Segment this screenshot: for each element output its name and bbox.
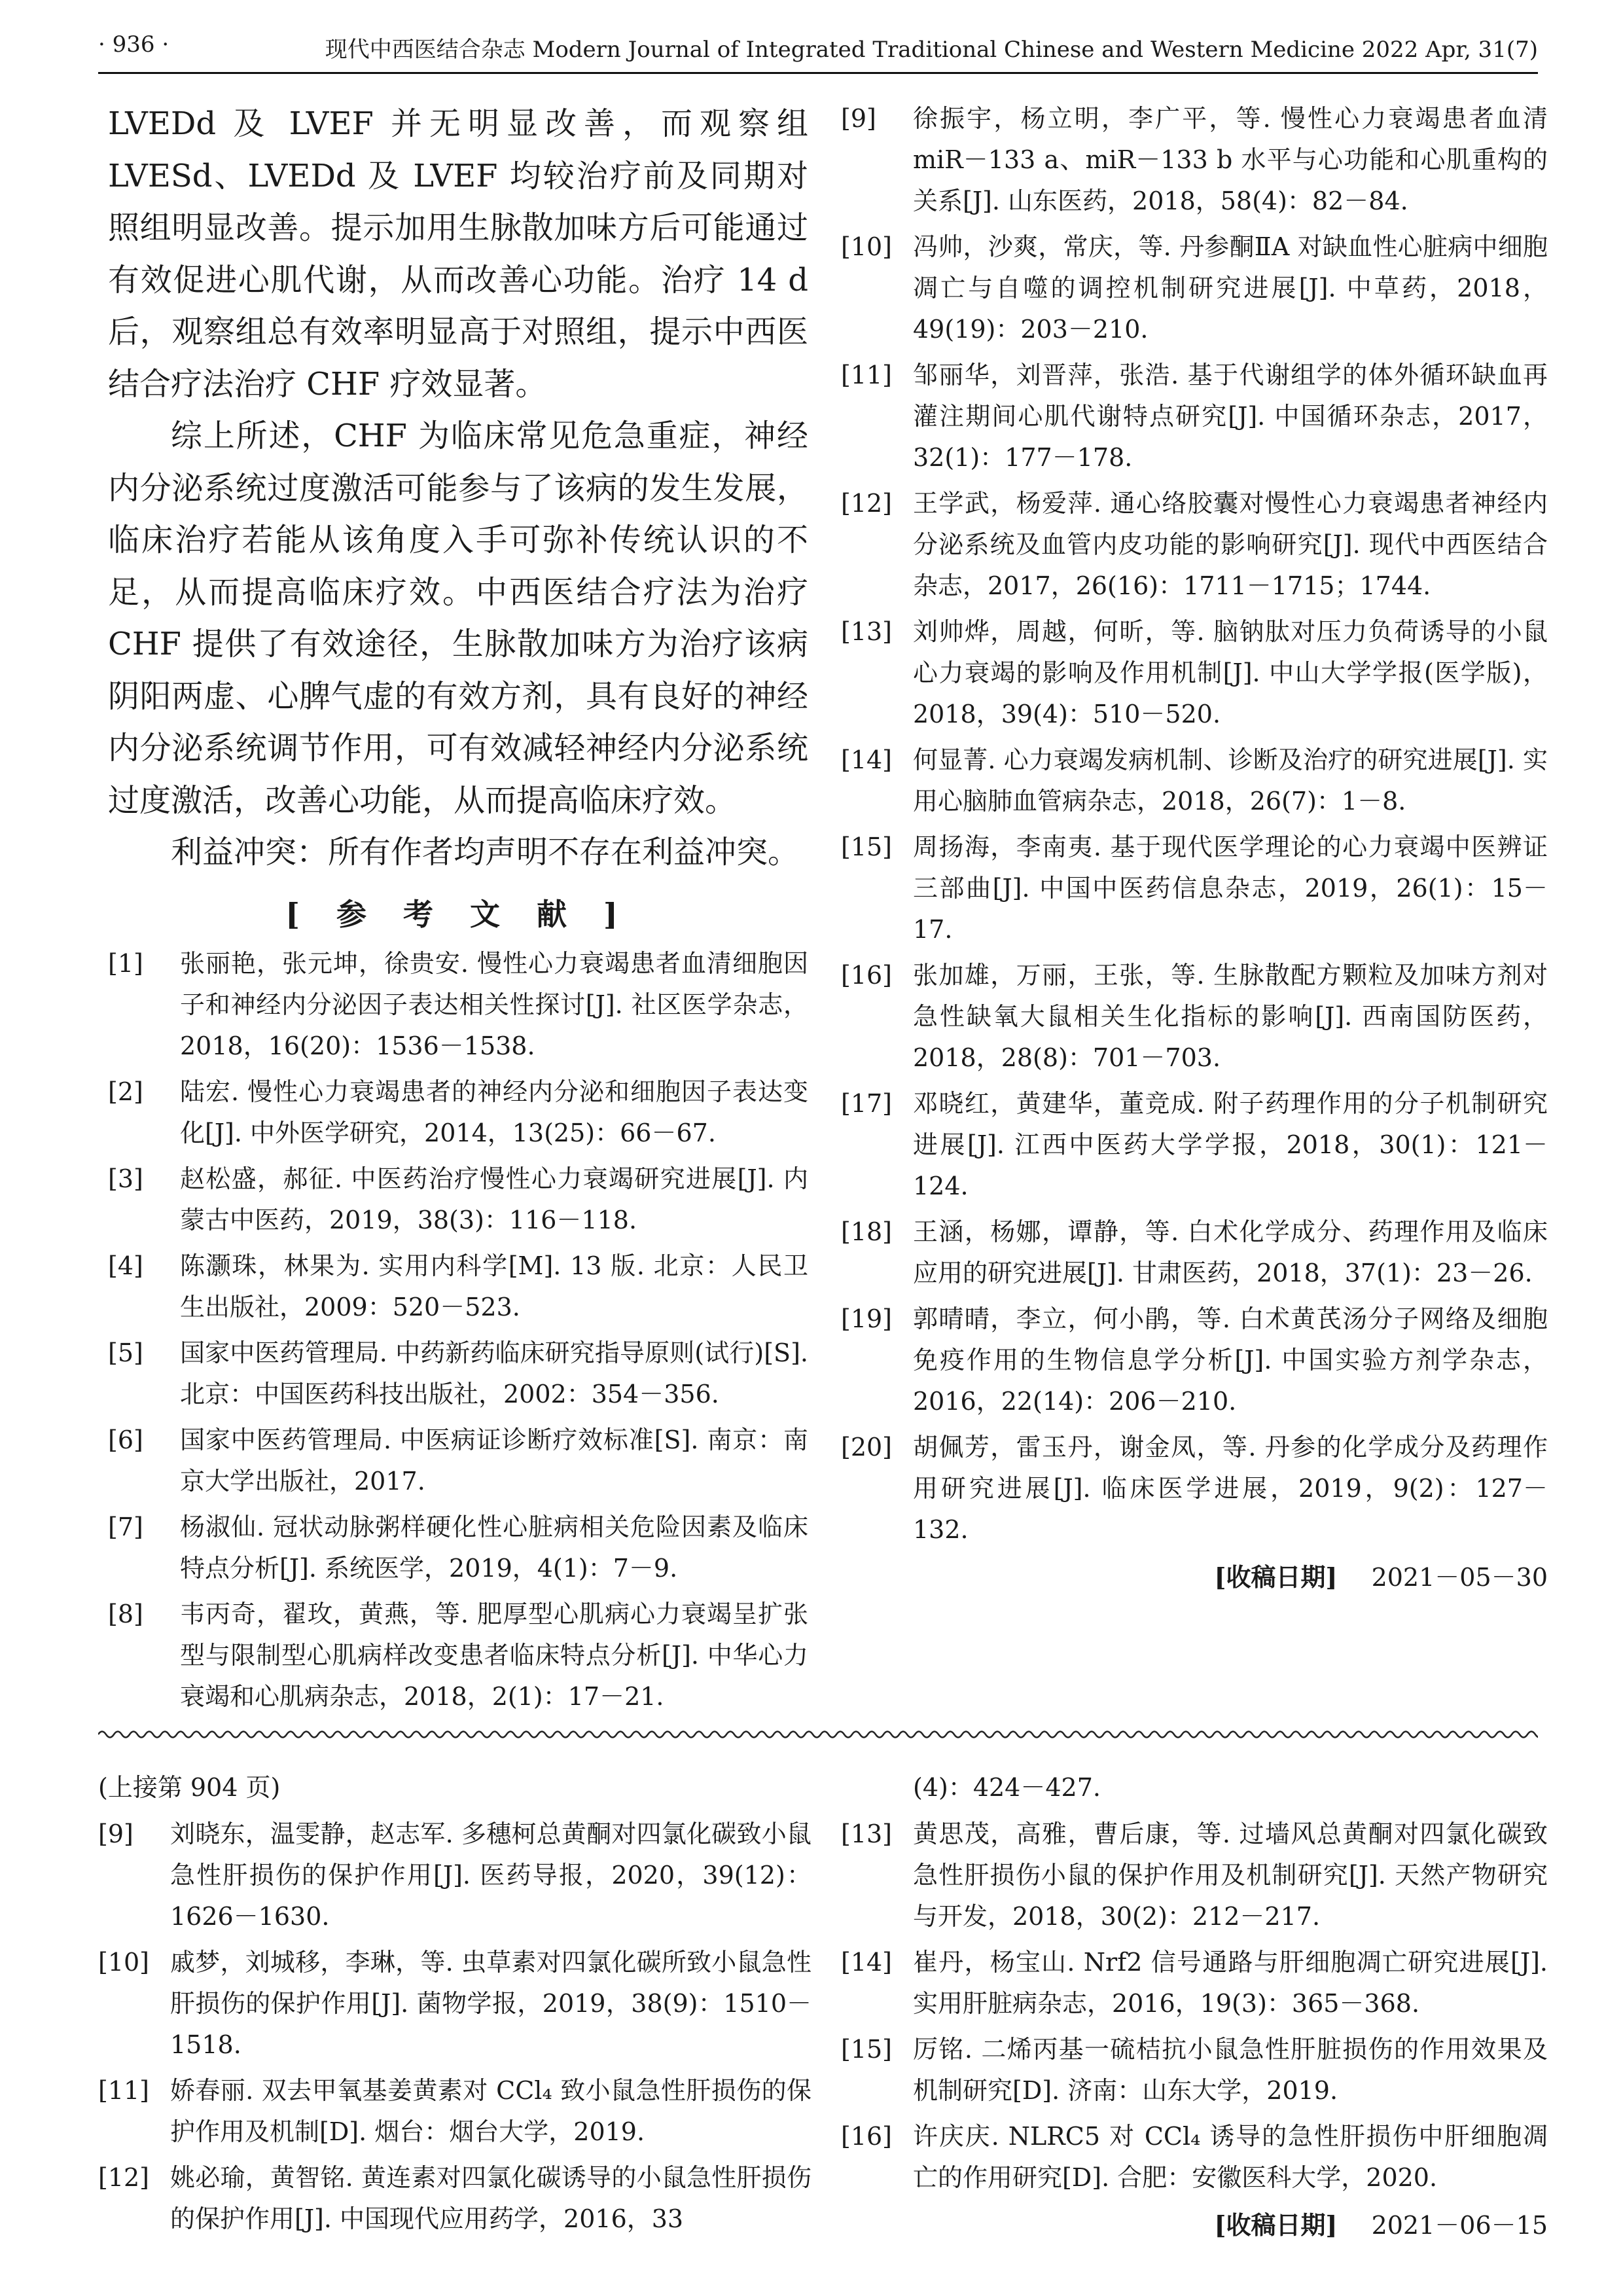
- reference-number: [18]: [841, 1217, 893, 1246]
- reference-item: [841, 955, 1548, 1079]
- received-label: [收稿日期]: [1214, 2210, 1338, 2240]
- reference-text: 许庆庆. NLRC5 对 CCl₄ 诱导的急性肝损伤中肝细胞凋亡的作用研究[D]. 合肥：安徽医科大学，2020.: [913, 2122, 1548, 2192]
- reference-text: 黄思茂，高雅，曹后康，等. 过墙风总黄酮对四氯化碳致急性肝损伤小鼠的保护作用及机制研究[J]. 天然产物研究与开发，2018，30(2)：212－217.: [913, 1820, 1548, 1931]
- reference-number: [4]: [108, 1251, 143, 1280]
- lower-left-column: [98, 1767, 812, 2244]
- reference-text: 胡佩芳，雷玉丹，谢金凤，等. 丹参的化学成分及药理作用研究进展[J]. 临床医学进展，2019，9(2)：127－132.: [913, 1433, 1548, 1544]
- reference-text: 周扬海，李南夷. 基于现代医学理论的心力衰竭中医辨证三部曲[J]. 中国中医药信息杂志，2019，26(1)：15－17.: [913, 833, 1548, 944]
- reference-number: [2]: [108, 1077, 143, 1106]
- reference-item: [841, 827, 1548, 950]
- reference-list-right: [841, 98, 1548, 1551]
- reference-text: 国家中医药管理局. 中医病证诊断疗效标准[S]. 南京：南京大学出版社，2017.: [180, 1425, 808, 1496]
- reference-item: [841, 1211, 1548, 1294]
- header-rule: [98, 72, 1538, 74]
- reference-number: [3]: [108, 1164, 143, 1193]
- reference-text: 张丽艳，张元坤，徐贵安. 慢性心力衰竭患者血清细胞因子和神经内分泌因子表达相关性探讨[J]. 社区医学杂志，2018，16(20)：1536－1538.: [180, 948, 808, 1060]
- reference-item: [108, 1420, 808, 1502]
- reference-text: 冯帅，沙爽，常庆，等. 丹参酮ⅡA 对缺血性心脏病中细胞凋亡与自噬的调控机制研究进展[J]. 中草药，2018，49(19)：203－210.: [913, 232, 1548, 344]
- reference-text: 张加雄，万丽，王张，等. 生脉散配方颗粒及加味方剂对急性缺氧大鼠相关生化指标的影响[J]. 西南国防医药，2018，28(8)：701－703.: [913, 961, 1548, 1072]
- reference-number: [1]: [108, 948, 143, 978]
- reference-number: [11]: [841, 361, 893, 389]
- reference-text: 国家中医药管理局. 中药新药临床研究指导原则(试行)[S]. 北京：中国医药科技出版社，2002：354－356.: [180, 1338, 808, 1408]
- reference-item: [98, 1814, 812, 1937]
- reference-number: [16]: [841, 961, 893, 990]
- right-column: [841, 98, 1548, 1593]
- received-label: [收稿日期]: [1214, 1562, 1338, 1592]
- reference-text: 娇春丽. 双去甲氧基姜黄素对 CCl₄ 致小鼠急性肝损伤的保护作用及机制[D]. 烟台：烟台大学，2019.: [170, 2076, 812, 2146]
- reference-number: [20]: [841, 1433, 893, 1462]
- reference-text: 戚梦，刘城移，李琳，等. 虫草素对四氯化碳所致小鼠急性肝损伤的保护作用[J]. 菌物学报，2019，38(9)：1510－1518.: [170, 1948, 812, 2059]
- reference-item: [108, 943, 808, 1067]
- reference-item: [108, 1071, 808, 1154]
- reference-text: 何显菁. 心力衰竭发病机制、诊断及治疗的研究进展[J]. 实用心脑肺血管病杂志，2018，26(7)：1－8.: [913, 745, 1548, 816]
- reference-text: 姚必瑜，黄智铭. 黄连素对四氯化碳诱导的小鼠急性肝损伤的保护作用[J]. 中国现代应用药学，2016，33: [170, 2163, 812, 2233]
- references-heading: [ 参 考 文 献 ]: [285, 896, 631, 932]
- reference-item: [108, 1333, 808, 1415]
- reference-text: 郭晴晴，李立，何小鹃，等. 白术黄芪汤分子网络及细胞免疫作用的生物信息学分析[J]. 中国实验方剂学杂志，2016，22(14)：206－210.: [913, 1304, 1548, 1416]
- reference-item: [841, 1942, 1548, 2024]
- reference-number: [9]: [841, 104, 876, 133]
- reference-text: 邓晓红，黄建华，董竞成. 附子药理作用的分子机制研究进展[J]. 江西中医药大学学报，2018，30(1)：121－124.: [913, 1089, 1548, 1200]
- received-date: 2021－06－15: [1371, 2211, 1548, 2240]
- reference-number: [13]: [841, 617, 893, 646]
- reference-number: [12]: [98, 2163, 150, 2192]
- reference-text: 刘晓东，温雯静，赵志军. 多穗柯总黄酮对四氯化碳致小鼠急性肝损伤的保护作用[J]. 医药导报，2020，39(12)：1626－1630.: [170, 1820, 812, 1931]
- reference-item: [98, 2157, 812, 2240]
- journal-title: 现代中西医结合杂志 Modern Journal of Integrated Traditional Chinese and Western Medicine 2022 Apr, 31(7): [325, 37, 1538, 63]
- lower-reference-list-left: [98, 1814, 812, 2240]
- reference-item: [108, 1158, 808, 1241]
- received-date-upper: [841, 1557, 1548, 1593]
- reference-item: [841, 1814, 1548, 1937]
- reference-text: 杨淑仙. 冠状动脉粥样硬化性心脏病相关危险因素及临床特点分析[J]. 系统医学，2019，4(1)：7－9.: [180, 1512, 808, 1583]
- reference-text: 韦丙奇，翟玫，黄燕，等. 肥厚型心肌病心力衰竭呈扩张型与限制型心肌病样改变患者临床特点分析[J]. 中华心力衰竭和心肌病杂志，2018，2(1)：17－21.: [180, 1599, 808, 1711]
- body-paragraph-2: 综上所述，CHF 为临床常见危急重症，神经内分泌系统过度激活可能参与了该病的发生发展，临床治疗若能从该角度入手可弥补传统认识的不足，从而提高临床疗效。中西医结合疗法为治疗 CHF 提供了有效途径，生脉散加味方为治疗该病阴阳两虚、心脾气虚的有效方剂，具有良好的神经内分泌系统调节作用，可有效减轻神经内分泌系统过度激活，改善心功能，从而提高临床疗效。: [108, 418, 808, 819]
- lower-reference-list-right: [841, 1814, 1548, 2198]
- reference-number: [10]: [841, 232, 893, 261]
- received-date-lower: [841, 2205, 1548, 2241]
- left-column: [108, 98, 808, 1722]
- reference-text: 王涵，杨娜，谭静，等. 白术化学成分、药理作用及临床应用的研究进展[J]. 甘肃医药，2018，37(1)：23－26.: [913, 1217, 1548, 1287]
- reference-text: 陆宏. 慢性心力衰竭患者的神经内分泌和细胞因子表达变化[J]. 中外医学研究，2014，13(25)：66－67.: [180, 1077, 808, 1147]
- reference-number: [10]: [98, 1948, 150, 1977]
- wavy-separator: [98, 1725, 1538, 1744]
- received-date: 2021－05－30: [1371, 1563, 1548, 1592]
- reference-item: [841, 740, 1548, 822]
- reference-text: 陈灏珠，林果为. 实用内科学[M]. 13 版. 北京：人民卫生出版社，2009：520－523.: [180, 1251, 808, 1321]
- reference-number: [6]: [108, 1425, 143, 1454]
- reference-number: [19]: [841, 1304, 893, 1333]
- reference-item: [841, 1427, 1548, 1551]
- reference-number: [16]: [841, 2122, 893, 2151]
- reference-item: [841, 2029, 1548, 2111]
- reference-number: [13]: [841, 1820, 893, 1848]
- reference-text: 邹丽华，刘晋萍，张浩. 基于代谢组学的体外循环缺血再灌注期间心肌代谢特点研究[J]. 中国循环杂志，2017，32(1)：177－178.: [913, 361, 1548, 472]
- reference-item: [841, 1083, 1548, 1207]
- body-paragraph-1: LVEDd 及 LVEF 并无明显改善，而观察组 LVESd、LVEDd 及 LVEF 均较治疗前及同期对照组明显改善。提示加用生脉散加味方后可能通过有效促进心肌代谢，从而改善心功能。治疗 14 d 后，观察组总有效率明显高于对照组，提示中西医结合疗法治疗 CHF 疗效显著。: [108, 105, 808, 403]
- reference-item: [108, 1594, 808, 1717]
- reference-number: [14]: [841, 745, 893, 774]
- reference-item: [108, 1507, 808, 1589]
- reference-item: [98, 1942, 812, 2066]
- reference-list-left: [108, 943, 808, 1717]
- reference-number: [11]: [98, 2076, 150, 2105]
- page-number: · 936 ·: [98, 31, 169, 58]
- reference-text: 崔丹，杨宝山. Nrf2 信号通路与肝细胞凋亡研究进展[J]. 实用肝脏病杂志，2016，19(3)：365－368.: [913, 1948, 1548, 2018]
- reference-item: [108, 1246, 808, 1328]
- reference-item: [841, 611, 1548, 735]
- reference-number: [15]: [841, 833, 893, 861]
- reference-item: [841, 483, 1548, 607]
- reference-item: [841, 355, 1548, 478]
- reference-text: 徐振宇，杨立明，李广平，等. 慢性心力衰竭患者血清 miR－133 a、miR－133 b 水平与心功能和心肌重构的关系[J]. 山东医药，2018，58(4)：82－84.: [913, 104, 1548, 215]
- lower-right-column: [841, 1767, 1548, 2241]
- continuation-line: (4)：424－427.: [913, 1773, 1101, 1802]
- reference-item: [841, 2116, 1548, 2198]
- reference-number: [7]: [108, 1512, 143, 1541]
- reference-number: [9]: [98, 1820, 134, 1848]
- reference-item: [841, 1299, 1548, 1422]
- reference-item: [841, 98, 1548, 222]
- conflict-statement: 利益冲突：所有作者均声明不存在利益冲突。: [171, 834, 800, 870]
- reference-text: 赵松盛，郝征. 中医药治疗慢性心力衰竭研究进展[J]. 内蒙古中医药，2019，38(3)：116－118.: [180, 1164, 808, 1234]
- reference-item: [98, 2070, 812, 2153]
- reference-number: [15]: [841, 2035, 893, 2064]
- reference-number: [12]: [841, 489, 893, 518]
- reference-text: 厉铭. 二烯丙基一硫桔抗小鼠急性肝脏损伤的作用效果及机制研究[D]. 济南：山东大学，2019.: [913, 2035, 1548, 2105]
- reference-number: [17]: [841, 1089, 893, 1118]
- continuation-note: (上接第 904 页): [98, 1773, 281, 1802]
- reference-number: [14]: [841, 1948, 893, 1977]
- page-header: [98, 31, 1538, 71]
- reference-text: 刘帅烨，周越，何昕，等. 脑钠肽对压力负荷诱导的小鼠心力衰竭的影响及作用机制[J]. 中山大学学报(医学版)，2018，39(4)：510－520.: [913, 617, 1548, 728]
- reference-number: [5]: [108, 1338, 143, 1367]
- reference-text: 王学武，杨爱萍. 通心络胶囊对慢性心力衰竭患者神经内分泌系统及血管内皮功能的影响研究[J]. 现代中西医结合杂志，2017，26(16)：1711－1715；1744.: [913, 489, 1548, 600]
- reference-item: [841, 226, 1548, 350]
- reference-number: [8]: [108, 1599, 143, 1628]
